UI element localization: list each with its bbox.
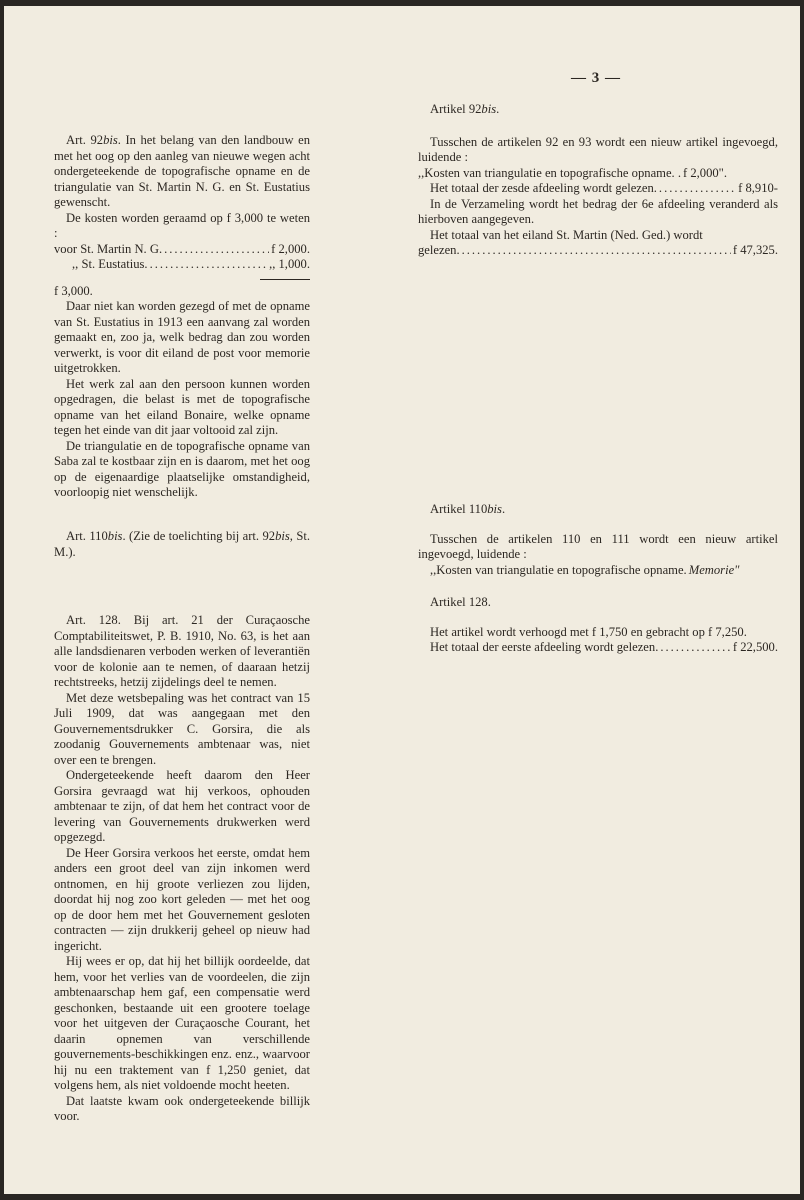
paragraph: Tusschen de artikelen 110 en 111 wordt een nieuw artikel ingevoegd, luidende : — [418, 531, 778, 561]
line-amount: f 47,325. — [732, 243, 778, 257]
line-amount: f 2,000". — [683, 165, 727, 180]
cost-line — [418, 166, 778, 182]
amendment-art-110bis — [418, 502, 778, 578]
amendment-art-128 — [418, 595, 778, 656]
sum-rule — [260, 279, 310, 280]
cost-line-st-martin — [54, 242, 310, 258]
paragraph: Tusschen de artikelen 92 en 93 wordt een nieuw artikel ingevoegd, luidende : — [418, 134, 778, 164]
paragraph: Met deze wetsbepaling was het contract van 15 Juli 1909, dat was aangegaan met den Gouvernementsdrukker C. Gorsira, die als zoodanig Gouvernements ambtenaar was, niet over een te brengen. — [54, 690, 310, 767]
paragraph: De triangulatie en de topografische opname van Saba zal te kostbaar zijn en is daarom, met het oog op de eigenaardige plaatselijke omstandigheid, voorloopig niet wenschelijk. — [54, 438, 310, 499]
line-amount: f 22,500. — [732, 640, 778, 654]
article-heading: Artikel 92bis. — [430, 102, 500, 116]
cost-total: f 3,000. — [54, 283, 93, 298]
document-page — [4, 6, 800, 1194]
section-total-line — [418, 181, 778, 197]
paragraph: Daar niet kan worden gezegd of met de opname van St. Eustatius in 1913 een aanvang zal worden gemaakt en, zoo ja, welk bedrag dan zou worden verwerkt, is voor dit eiland de post voor memorie uitgetrokken. — [54, 299, 310, 375]
article-heading: Artikel 110bis. — [430, 502, 506, 516]
paragraph: Dat laatste kwam ook ondergeteekende billijk voor. — [54, 1093, 310, 1123]
cost-amount: f 2,000. — [271, 241, 310, 256]
cost-label: ,, St. Eustatius — [72, 257, 145, 271]
article-heading: Artikel 128. — [430, 595, 491, 609]
paragraph: Hij wees er op, dat hij het billijk oordeelde, dat hem, voor het verlies van de voordeelen, die zijn ambtenaarschap hem gaf, een compensatie werd geschonken, bestaande uit een grootere toelage voor het uitgeven der Curaçaosche Courant, het daarin opnemen van verschillende gouvernements-beschikkingen enz. enz., waarvoor hij nu een traktement van f 1,250 geniet, dat volgens hem, als niet voldoende mocht heeten. — [54, 954, 310, 1092]
island-total-line — [418, 243, 778, 259]
paragraph: Art. 128. Bij art. 21 der Curaçaosche Comptabiliteitswet, P. B. 1910, No. 63, is het aan alle landsdienaren verboden werken of leverantiën voor de kolonie aan te nemen, of daaraan hetzij rechtstreeks, hetzij zijdelings deel te nemen. — [54, 613, 310, 689]
note-art-92bis — [54, 133, 310, 501]
line-label: Het totaal der zesde afdeeling wordt gelezen — [430, 181, 654, 195]
paragraph: Het artikel wordt verhoogd met f 1,750 en gebracht op f 7,250. — [430, 624, 747, 639]
paragraph: In de Verzameling wordt het bedrag der 6e afdeeling veranderd als hierboven aangegeven. — [418, 196, 778, 226]
page-number: — 3 — — [571, 70, 621, 86]
cost-label: voor St. Martin N. G — [54, 241, 159, 256]
line-amount: f 8,910- — [738, 181, 778, 195]
amendment-art-92bis — [418, 102, 778, 259]
paragraph: Het werk zal aan den persoon kunnen worden opgedragen, die belast is met de topografische opname van het eiland Bonaire, welke opname tegen het einde van dit jaar voltooid zal zijn. — [54, 376, 310, 437]
paragraph: De Heer Gorsira verkoos het eerste, omdat hem anders een groot deel van zijn inkomen werd ontnomen, en hij groote verliezen zou lijden, doordat hij nog zoo kort geleden — met het oog op de door hem met het Gouvernement gesloten contracten — zijn drukkerij geheel op nieuw had ingericht. — [54, 845, 310, 953]
note-art-110bis — [54, 529, 310, 560]
line-label: ,,Kosten van triangulatie en topografische opname. — [430, 562, 687, 577]
paragraph: Het totaal van het eiland St. Martin (Ned. Ged.) wordt — [430, 227, 703, 242]
paragraph: De kosten worden geraamd op f 3,000 te weten : — [54, 210, 310, 240]
paragraph: Ondergeteekende heeft daarom den Heer Gorsira gevraagd wat hij verkoos, ophouden ambtenaar te zijn, of dat hem het contract voor de levering van Gouvernements drukwerken werd opgezegd. — [54, 768, 310, 844]
section-total-line — [418, 640, 778, 656]
line-amount: Memorie" — [688, 562, 740, 577]
line-label: Het totaal der eerste afdeeling wordt gelezen — [430, 640, 656, 654]
note-art-128 — [54, 613, 310, 1125]
line-label: ,,Kosten van triangulatie en topografische opname. . — [418, 165, 681, 180]
paragraph: Art. 110bis. (Zie de toelichting bij art. 92bis, St. M.). — [54, 529, 310, 559]
paragraph: Art. 92bis. In het belang van den landbouw en met het oog op den aanleg van nieuwe wegen acht ondergeteekende de topografische opname en de triangulatie van St. Martin N. G. en St. Eustatius gewenscht. — [54, 133, 310, 209]
cost-line — [418, 563, 778, 579]
cost-amount: ,, 1,000. — [269, 257, 310, 271]
cost-line-st-eustatius — [54, 257, 310, 273]
line-label: gelezen — [418, 243, 457, 257]
